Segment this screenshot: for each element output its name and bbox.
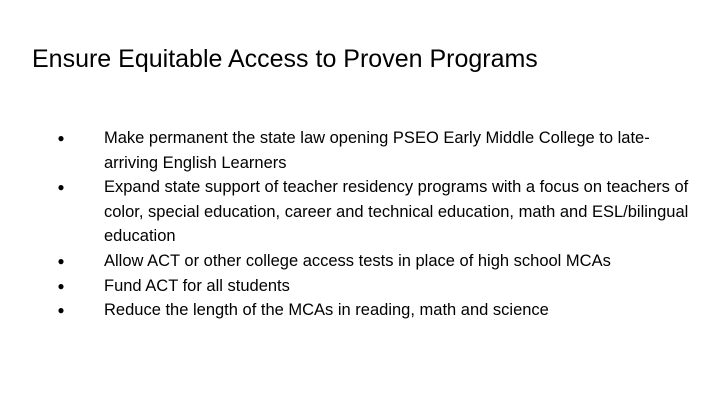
bullet-dot-icon: ● bbox=[57, 180, 65, 195]
bullet-item-act-alternative bbox=[54, 249, 694, 274]
bullet-dot-icon: ● bbox=[57, 278, 65, 293]
bullet-text: Expand state support of teacher residency programs with a focus on teachers of color, special education, career and technical education, math and ESL/bilingual education bbox=[104, 178, 689, 246]
bullet-text: Make permanent the state law opening PSEO Early Middle College to late-arriving English Learners bbox=[104, 129, 650, 172]
slide-title: Ensure Equitable Access to Proven Programs bbox=[32, 45, 538, 73]
bullet-text: Allow ACT or other college access tests in place of high school MCAs bbox=[104, 251, 611, 270]
bullet-list bbox=[54, 126, 694, 323]
bullet-text: Fund ACT for all students bbox=[104, 276, 290, 295]
bullet-item-reduce-mcas bbox=[54, 298, 694, 323]
bullet-item-teacher-residency bbox=[54, 175, 694, 249]
bullet-dot-icon: ● bbox=[57, 303, 65, 318]
bullet-dot-icon: ● bbox=[57, 253, 65, 268]
bullet-item-pseo bbox=[54, 126, 694, 175]
bullet-text: Reduce the length of the MCAs in reading, math and science bbox=[104, 301, 549, 320]
bullet-item-fund-act bbox=[54, 274, 694, 299]
bullet-dot-icon: ● bbox=[57, 131, 65, 145]
